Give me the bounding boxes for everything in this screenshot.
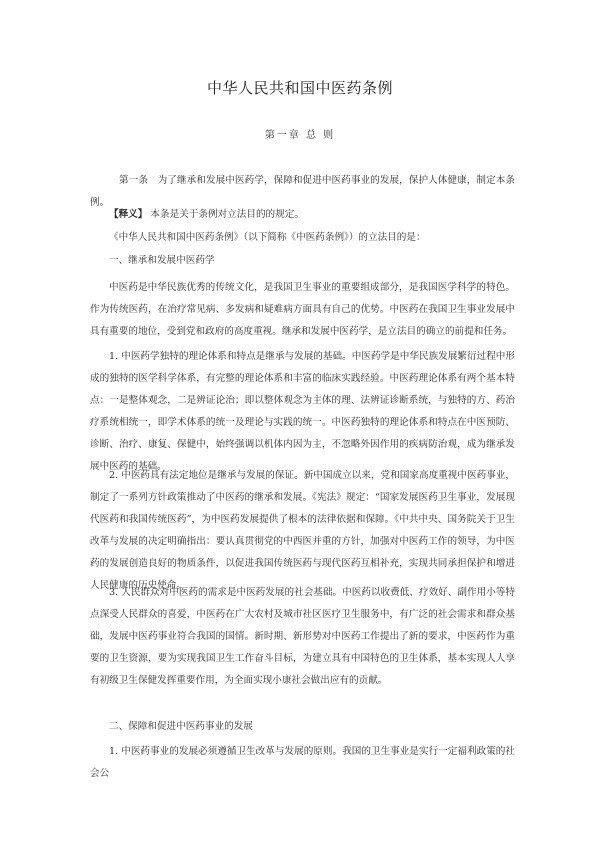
document-title: 中华人民共和国中医药条例 bbox=[206, 79, 393, 97]
paragraph-last: 1. 中医药事业的发展必须遵循卫生改革与发展的原则。我国的卫生事业是实行一定福利政策的社会公 bbox=[90, 746, 515, 779]
gloss-paragraph bbox=[90, 204, 515, 226]
intro-paragraph: 《中华人民共和国中医药条例》（以下简称《中医药条例》）的立法目的是： bbox=[109, 232, 426, 243]
paragraph-culture: 中医药是中华民族优秀的传统文化，是我国卫生事业的重要组成部分，是我国医学科学的特色。作为传统医药，在治疗常见病、多发病和疑难病方面具有自己的优势。中医药在我国卫生事业发展中具有重要的地位，受到党和政府的高度重视。继承和发展中医药学，是立法目的确立的前提和任务。 bbox=[90, 282, 515, 337]
paragraph-3: 3. 人民群众对中医药的需求是中医药发展的社会基础。中医药以收费低、疗效好、副作用小等特点深受人民群众的喜爱，中医药在广大农村及城市社区医疗卫生服务中，有广泛的社会需求和群众基础，发展中医药事业符合我国的国情。新时期、新形势对中医药工作提出了新的要求，中医药作为重要的卫生资源，要为实现我国卫生工作奋斗目标，为建立具有中国特色的卫生体系，基本实现人人享有初级卫生保健发挥重要作用，为全面实现小康社会做出应有的贡献。 bbox=[90, 587, 515, 686]
gloss-label: 【释义】 bbox=[109, 209, 148, 220]
gloss-text: 本条是关于条例对立法目的的规定。 bbox=[147, 209, 304, 220]
section-1-heading: 一、继承和发展中医药学 bbox=[109, 255, 215, 266]
article-1-text: 第一条 为了继承和发展中医药学，保障和促进中医药事业的发展，保护人体健康，制定本条例。 bbox=[90, 175, 515, 208]
paragraph-2: 2. 中医药具有法定地位是继承与发展的保证。新中国成立以来，党和国家高度重视中医药事业，制定了一系列方针政策推动了中医药的继承和发展。《宪法》规定：“国家发展医药卫生事业，发展现代医药和我国传统医药”，为中医药发展提供了根本的法律依据和保障。《中共中央、国务院关于卫生改革与发展的决定明确指出：要认真贯彻党的中西医并重的方针，加强对中医药工作的领导，为中医药的发展创造良好的物质条件，以促进我国传统医药与现代医药互相补充，实现共同承担保护和增进人民健康的历史使命。 bbox=[90, 470, 515, 591]
paragraph-1: 1. 中医药学独特的理论体系和特点是继承与发展的基础。中医药学是中华民族发展繁衍过程中形成的独特的医学科学体系，有完整的理论体系和丰富的临床实践经验。中医药理论体系有两个基本特点：一是整体观念，二是辨证论治；即以整体观念为主体的理、法辨证诊断系统，与独特的方、药治疗系统相统一，即学术体系的统一及理论与实践的统一。中医药独特的理论体系和特点在中医预防、诊断、治疗、康复、保健中，始终强调以机体内因为主，不忽略外因作用的疾病防治观，成为继承发展中医药的基础。 bbox=[90, 351, 515, 472]
section-2-heading: 二、保障和促进中医药事业的发展 bbox=[109, 721, 253, 732]
chapter-heading: 第一章 总 则 bbox=[264, 130, 336, 141]
